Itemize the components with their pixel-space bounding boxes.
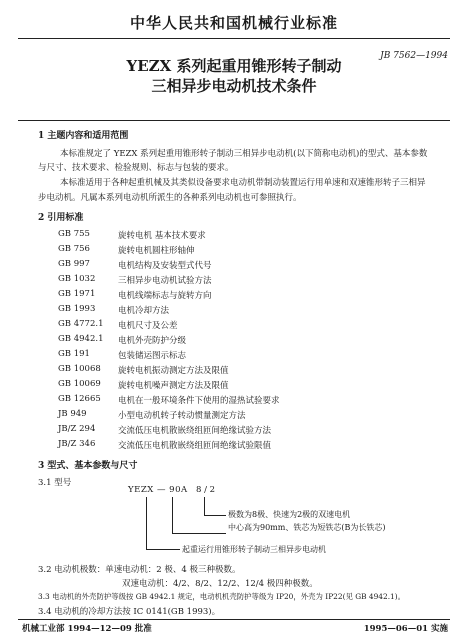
reference-code: GB 191: [58, 349, 90, 359]
reference-title: 包装储运图示标志: [118, 351, 187, 361]
model-annotation-frame: 中心高为90mm、铁芯为短铁芯(B为长铁芯): [228, 523, 386, 532]
model-poles: 8 / 2: [196, 485, 216, 495]
reference-title: 电机在一般环境条件下使用的湿热试验要求: [118, 396, 280, 406]
model-leader-type: [146, 497, 147, 549]
section3-1-heading: 3.1 型号: [38, 478, 72, 488]
section1-heading: 1 主题内容和适用范围: [38, 131, 129, 141]
section3-2-line2: 双速电动机：4/2、8/2、12/2、12/4 极四种极数。: [122, 579, 318, 589]
implementation-date: 1995—06—01 实施: [363, 624, 448, 634]
reference-code: GB 1032: [58, 274, 96, 284]
reference-code: GB 1993: [58, 304, 96, 314]
model-leader-frame: [172, 497, 173, 533]
reference-title: 电机结构及安装型式代号: [118, 261, 212, 271]
reference-code: GB 1971: [58, 289, 96, 299]
reference-code: GB 12665: [58, 394, 101, 404]
reference-title: 三相异步电动机试验方法: [118, 276, 212, 286]
section2-heading: 2 引用标准: [38, 213, 84, 223]
reference-title: 电机外壳防护分级: [118, 336, 187, 346]
section3-4: 3.4 电动机的冷却方法按 IC 0141(GB 1993)。: [38, 607, 221, 617]
reference-code: JB/Z 294: [58, 424, 96, 434]
reference-title: 电机线端标志与旋转方向: [118, 291, 212, 301]
reference-code: JB/Z 346: [58, 439, 96, 449]
section1-para1-line2: 与尺寸、技术要求、检验规则、标志与包装的要求。: [38, 163, 234, 173]
reference-title: 旋转电机振动测定方法及限值: [118, 366, 229, 376]
model-code: YEZX — 90A: [128, 485, 188, 495]
section3-heading: 3 型式、基本参数与尺寸: [38, 461, 138, 471]
reference-title: 电机冷却方法: [118, 306, 170, 316]
reference-title: 交流低压电机散嵌绕组匝间绝缘试验方法: [118, 426, 272, 436]
reference-title: 交流低压电机散嵌绕组匝间绝缘试验限值: [118, 441, 272, 451]
standard-code: JB 7562—1994: [380, 51, 448, 61]
section1-para2-line2: 步电动机。凡属本系列电动机所派生的各种系列电动机也可参照执行。: [38, 193, 302, 203]
model-annotation-type: 起重运行用锥形转子制动三相异步电动机: [182, 545, 326, 554]
reference-title: 电机尺寸及公差: [118, 321, 178, 331]
section1-para1-line1: 本标准规定了 YEZX 系列起重用锥形转子制动三相异步电动机(以下简称电动机)的型式、基本参数: [60, 149, 428, 159]
document-title-line1: YEZX 系列起重用锥形转子制动: [126, 57, 342, 75]
standard-name: 中华人民共和国机械行业标准: [129, 14, 338, 32]
reference-title: 小型电动机转子转动惯量测定方法: [118, 411, 246, 421]
reference-title: 旋转电机噪声测定方法及限值: [118, 381, 229, 391]
model-annotation-poles: 极数为8极、快速为2极的双速电机: [228, 510, 351, 519]
model-arrow-type: [146, 549, 180, 550]
section1-para2-line1: 本标准适用于各种起重机械及其类似设备要求电动机带制动装置运行用单速和双速锥形转子三相异: [60, 178, 426, 188]
approval-date: 机械工业部 1994—12—09 批准: [22, 624, 152, 634]
reference-title: 旋转电机 基本技术要求: [118, 231, 206, 241]
reference-code: GB 756: [58, 244, 90, 254]
section3-2-line1: 3.2 电动机极数：单速电动机：2 极、4 极三种极数。: [38, 565, 241, 575]
reference-code: GB 4942.1: [58, 334, 104, 344]
reference-code: GB 755: [58, 229, 90, 239]
title-rule: [18, 120, 450, 121]
reference-code: JB 949: [58, 409, 87, 419]
section3-3: 3.3 电动机的外壳防护等级按 GB 4942.1 规定，电动机机壳防护等级为 IP20，外壳为 IP22(见 GB 4942.1)。: [38, 592, 406, 601]
reference-code: GB 10068: [58, 364, 101, 374]
reference-code: GB 10069: [58, 379, 101, 389]
model-leader-poles: [204, 497, 205, 515]
footer-rule: [18, 619, 450, 620]
reference-title: 旋转电机圆柱形轴伸: [118, 246, 195, 256]
reference-code: GB 997: [58, 259, 90, 269]
model-arrow-poles: [204, 515, 226, 516]
document-title-line2: 三相异步电动机技术条件: [151, 77, 317, 95]
header-rule: [18, 38, 450, 39]
reference-code: GB 4772.1: [58, 319, 104, 329]
model-arrow-frame: [172, 533, 226, 534]
